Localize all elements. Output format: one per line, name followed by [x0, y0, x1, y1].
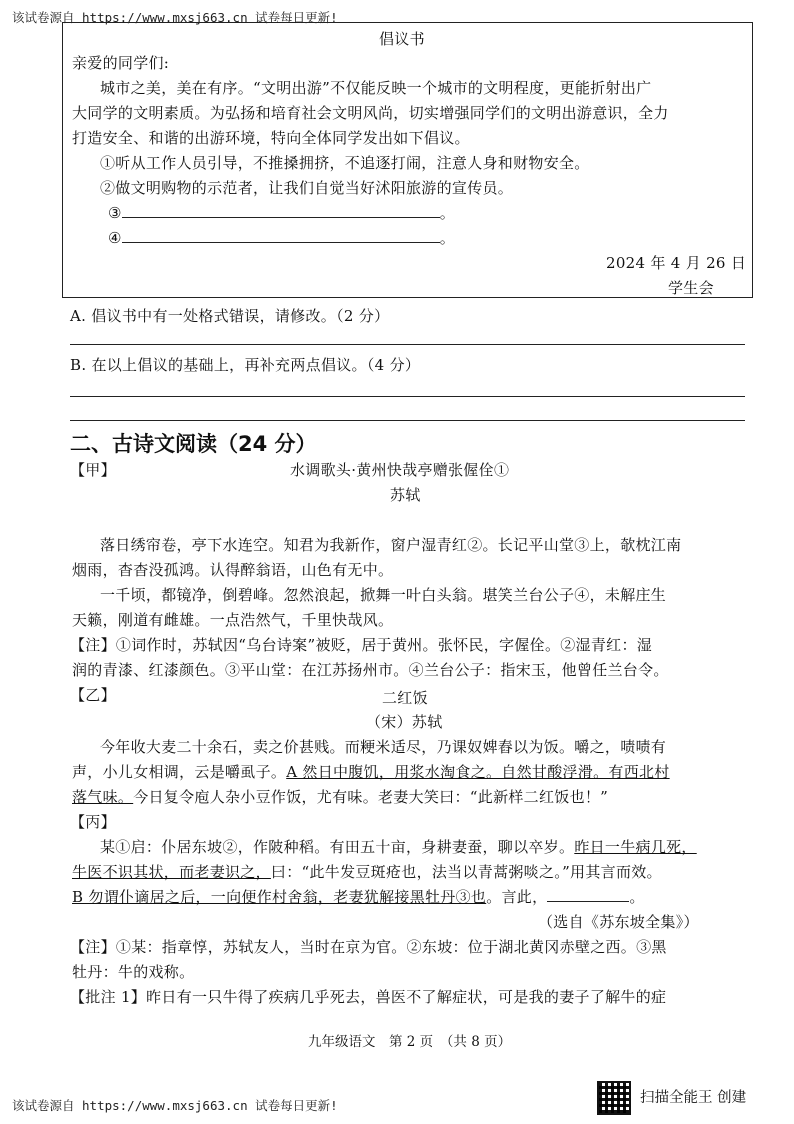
proposal-para-line: 城市之美，美在有序。“文明出游”不仅能反映一个城市的文明程度，更能折射出广 [100, 79, 652, 97]
section-heading: 二、古诗文阅读（24 分） [70, 432, 317, 456]
proposal-signer: 学生会 [668, 279, 714, 297]
proposal-item-3 [108, 202, 455, 223]
proposal-greeting: 亲爱的同学们: [72, 54, 170, 72]
yi-label: 【乙】 [70, 686, 116, 704]
watermark-bottom: 该试卷源自 https://www.mxsj663.cn 试卷每日更新! [12, 1098, 338, 1113]
question-b: B. 在以上倡议的基础上，再补充两点倡议。（4 分） [70, 356, 421, 374]
scanner-label: 扫描全能王 创建 [640, 1090, 747, 1106]
item-4-period: 。 [439, 229, 456, 247]
note-line: 润的青漆、红漆颜色。③平山堂：在江苏扬州市。④兰台公子：指宋玉，他曾任兰台令。 [72, 661, 669, 679]
proposal-item-4 [108, 227, 455, 248]
poem-line: 天籁，刚道有雌雄。一点浩然气，千里快哉风。 [72, 611, 394, 629]
proposal-date: 2024 年 4 月 26 日 [606, 254, 747, 272]
yi-line [72, 761, 670, 782]
fill-blank[interactable] [547, 901, 629, 902]
bing-line [100, 836, 697, 857]
poem-line: 落日绣帘卷，亭下水连空。知君为我新作，窗户湿青红②。长记平山堂③上，欹枕江南 [100, 536, 682, 554]
proposal-item-2: ②做文明购物的示范者，让我们自觉当好沭阳旅游的宣传员。 [100, 179, 514, 197]
item-3-period: 。 [439, 204, 456, 222]
yi-line: 今年收大麦二十余石，卖之价甚贱。而粳米适尽，乃课奴婢舂以为饭。嚼之，啧啧有 [100, 738, 667, 756]
bing-line-text: 曰：“此牛发豆斑疮也，法当以青蒿粥啖之。”用其言而效。 [270, 863, 662, 881]
note-line: 【注】①词作时，苏轼因“乌台诗案”被贬，居于黄州。张怀民，字偓佺。②湿青红：湿 [70, 636, 653, 654]
jia-author: 苏轼 [390, 486, 421, 504]
bing-label: 【丙】 [70, 813, 116, 831]
item-3-number: ③ [108, 204, 122, 222]
poem-line: 一千顷，都镜净，倒碧峰。忽然浪起，掀舞一叶白头翁。堪笑兰台公子④，未解庄生 [100, 586, 667, 604]
item-3-blank[interactable] [122, 217, 440, 218]
bing-line [72, 886, 645, 907]
proposal-title: 倡议书 [379, 30, 425, 48]
question-a: A. 倡议书中有一处格式错误，请修改。（2 分） [70, 307, 390, 325]
pizhu-1: 【批注 1】昨日有一只牛得了疾病几乎死去，兽医不了解症状，可是我的妻子了解牛的症 [70, 988, 667, 1006]
note2-line: 牡丹：牛的戏称。 [72, 963, 195, 981]
proposal-para-line: 大同学的文明素质。为弘扬和培育社会文明风尚，切实增强同学们的文明出游意识，全力 [72, 104, 669, 122]
yi-line-text: 今日复令庖人杂小豆作饭，尤有味。老妻大笑曰：“此新样二红饭也！” [133, 788, 609, 806]
source-citation: （选自《苏东坡全集》） [538, 913, 699, 931]
bing-line-text: 。言此， [486, 888, 548, 906]
qr-code-icon [597, 1081, 631, 1115]
yi-line [72, 786, 608, 807]
underlined-sentence-a-end: 落气味。 [72, 788, 134, 806]
underlined-sentence-pizhu-end: 牛医不识其状，而老妻识之， [72, 863, 271, 881]
answer-line-b2[interactable] [70, 420, 745, 421]
yi-line-text: 声，小儿女相调，云是嚼虱子。 [72, 763, 287, 781]
item-4-number: ④ [108, 229, 122, 247]
item-4-blank[interactable] [122, 242, 440, 243]
poem-line: 烟雨，杳杳没孤鸿。认得醉翁语，山色有无中。 [72, 561, 394, 579]
watermark-top: 该试卷源自 https://www.mxsj663.cn 试卷每日更新! [12, 10, 338, 25]
bing-line [72, 861, 662, 882]
bing-line-text: 某①启：仆居东坡②，作陂种稻。有田五十亩，身耕妻蚕，聊以卒岁。 [100, 838, 575, 856]
page-footer: 九年级语文 第 2 页 （共 8 页） [308, 1034, 512, 1050]
jia-label: 【甲】 [70, 461, 116, 479]
note2-line: 【注】①某：指章惇，苏轼友人，当时在京为官。②东坡：位于湖北黄冈赤壁之西。③黑 [70, 938, 667, 956]
answer-line-a[interactable] [70, 344, 745, 345]
yi-title: 二红饭 [382, 689, 428, 707]
answer-line-b1[interactable] [70, 396, 745, 397]
proposal-item-1: ①听从工作人员引导，不推搡拥挤，不追逐打闹，注意人身和财物安全。 [100, 154, 590, 172]
bing-period: 。 [629, 888, 645, 906]
underlined-sentence-b: B 勿谓仆谪居之后，一向便作村舍翁，老妻犹解接黑牡丹③也 [72, 888, 487, 906]
underlined-sentence-a: A 然日中腹饥，用浆水淘食之。自然甘酸浮滑。有西北村 [286, 763, 670, 781]
underlined-sentence-pizhu: 昨日一牛病几死， [574, 838, 697, 856]
yi-author: （宋）苏轼 [366, 713, 443, 731]
proposal-para-line: 打造安全、和谐的出游环境，特向全体同学发出如下倡议。 [72, 129, 470, 147]
jia-title: 水调歌头·黄州快哉亭赠张偓佺① [290, 461, 510, 479]
